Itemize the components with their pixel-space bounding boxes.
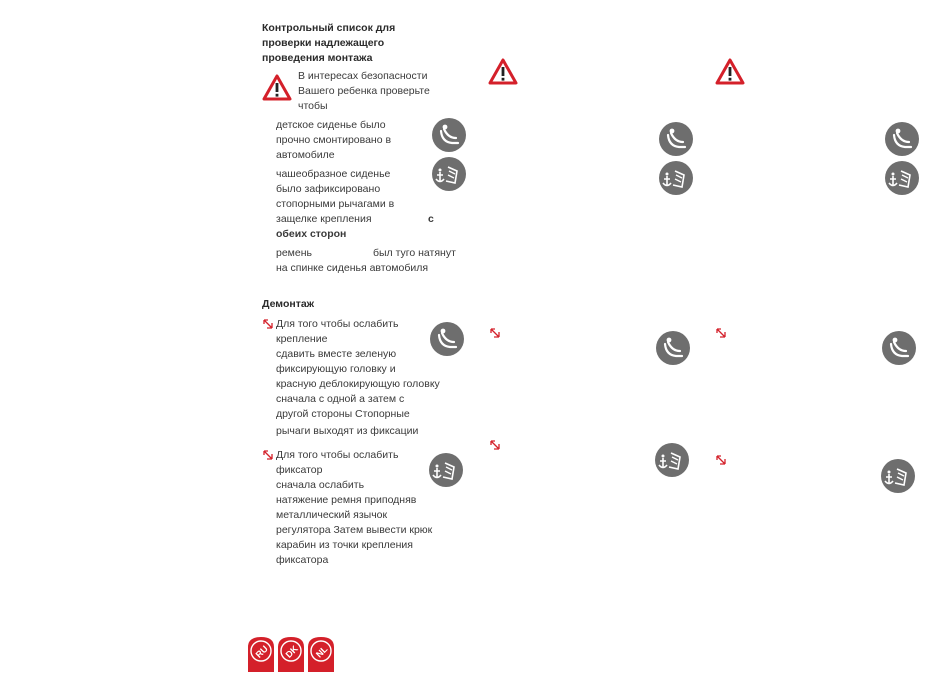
removal-step-release-latch: Для того чтобы ослабить крепление сдавить вместе зеленую фиксирующую головку и красную деблокирующую головку сначала с одной а затем с другой стороны Стопорные рычаги выходят из фиксации [276,318,440,437]
anchor-seat-icon [655,443,689,477]
arrow-pointer-icon [490,328,501,339]
anchor-seat-icon [429,453,463,487]
checklist-item-seat-mounted: детское сиденье было прочно смонтировано в автомобиле [276,119,392,161]
anchor-seat-icon [659,161,693,195]
svg-text:RU: RU [253,643,270,660]
checklist-item-belt-tight: ремень был туго натянут на спинке сиденья автомобиля [276,247,456,274]
removal-step-release-tether: Для того чтобы ослабить фиксатор сначала ослабить натяжение ремня приподняв металлический язычок регулятора Затем вывести крюк карабин из точки крепления фиксатора [276,449,433,566]
child-seat-icon [430,322,464,356]
child-seat-icon [659,122,693,156]
warning-triangle-icon [488,58,518,85]
language-tab-dk[interactable] [278,637,304,671]
warning-triangle-icon [262,74,292,101]
anchor-seat-icon [885,161,919,195]
child-seat-icon [885,122,919,156]
child-seat-icon [882,331,916,365]
arrow-pointer-icon [716,328,727,339]
removal-title: Демонтаж [262,298,315,310]
checklist-intro: В интересах безопасности Вашего ребенка проверьте чтобы [298,70,430,112]
child-seat-icon [432,118,466,152]
arrow-pointer-icon [716,455,727,466]
language-tab-nl[interactable] [308,637,334,671]
anchor-seat-icon [881,459,915,493]
svg-text:DK: DK [283,643,300,660]
checklist-title: Контрольный список для проверки надлежащего проведения монтажа [262,22,396,64]
svg-text:NL: NL [313,643,330,660]
checklist-item-shell-locked: чашеобразное сиденье было зафиксировано стопорными рычагами в защелке крепления с обеих сторон [276,168,434,240]
language-tab-ru[interactable] [248,637,274,671]
anchor-seat-icon [432,157,466,191]
child-seat-icon [656,331,690,365]
warning-triangle-icon [715,58,745,85]
arrow-pointer-icon [263,319,274,330]
arrow-pointer-icon [263,450,274,461]
arrow-pointer-icon [490,440,501,451]
